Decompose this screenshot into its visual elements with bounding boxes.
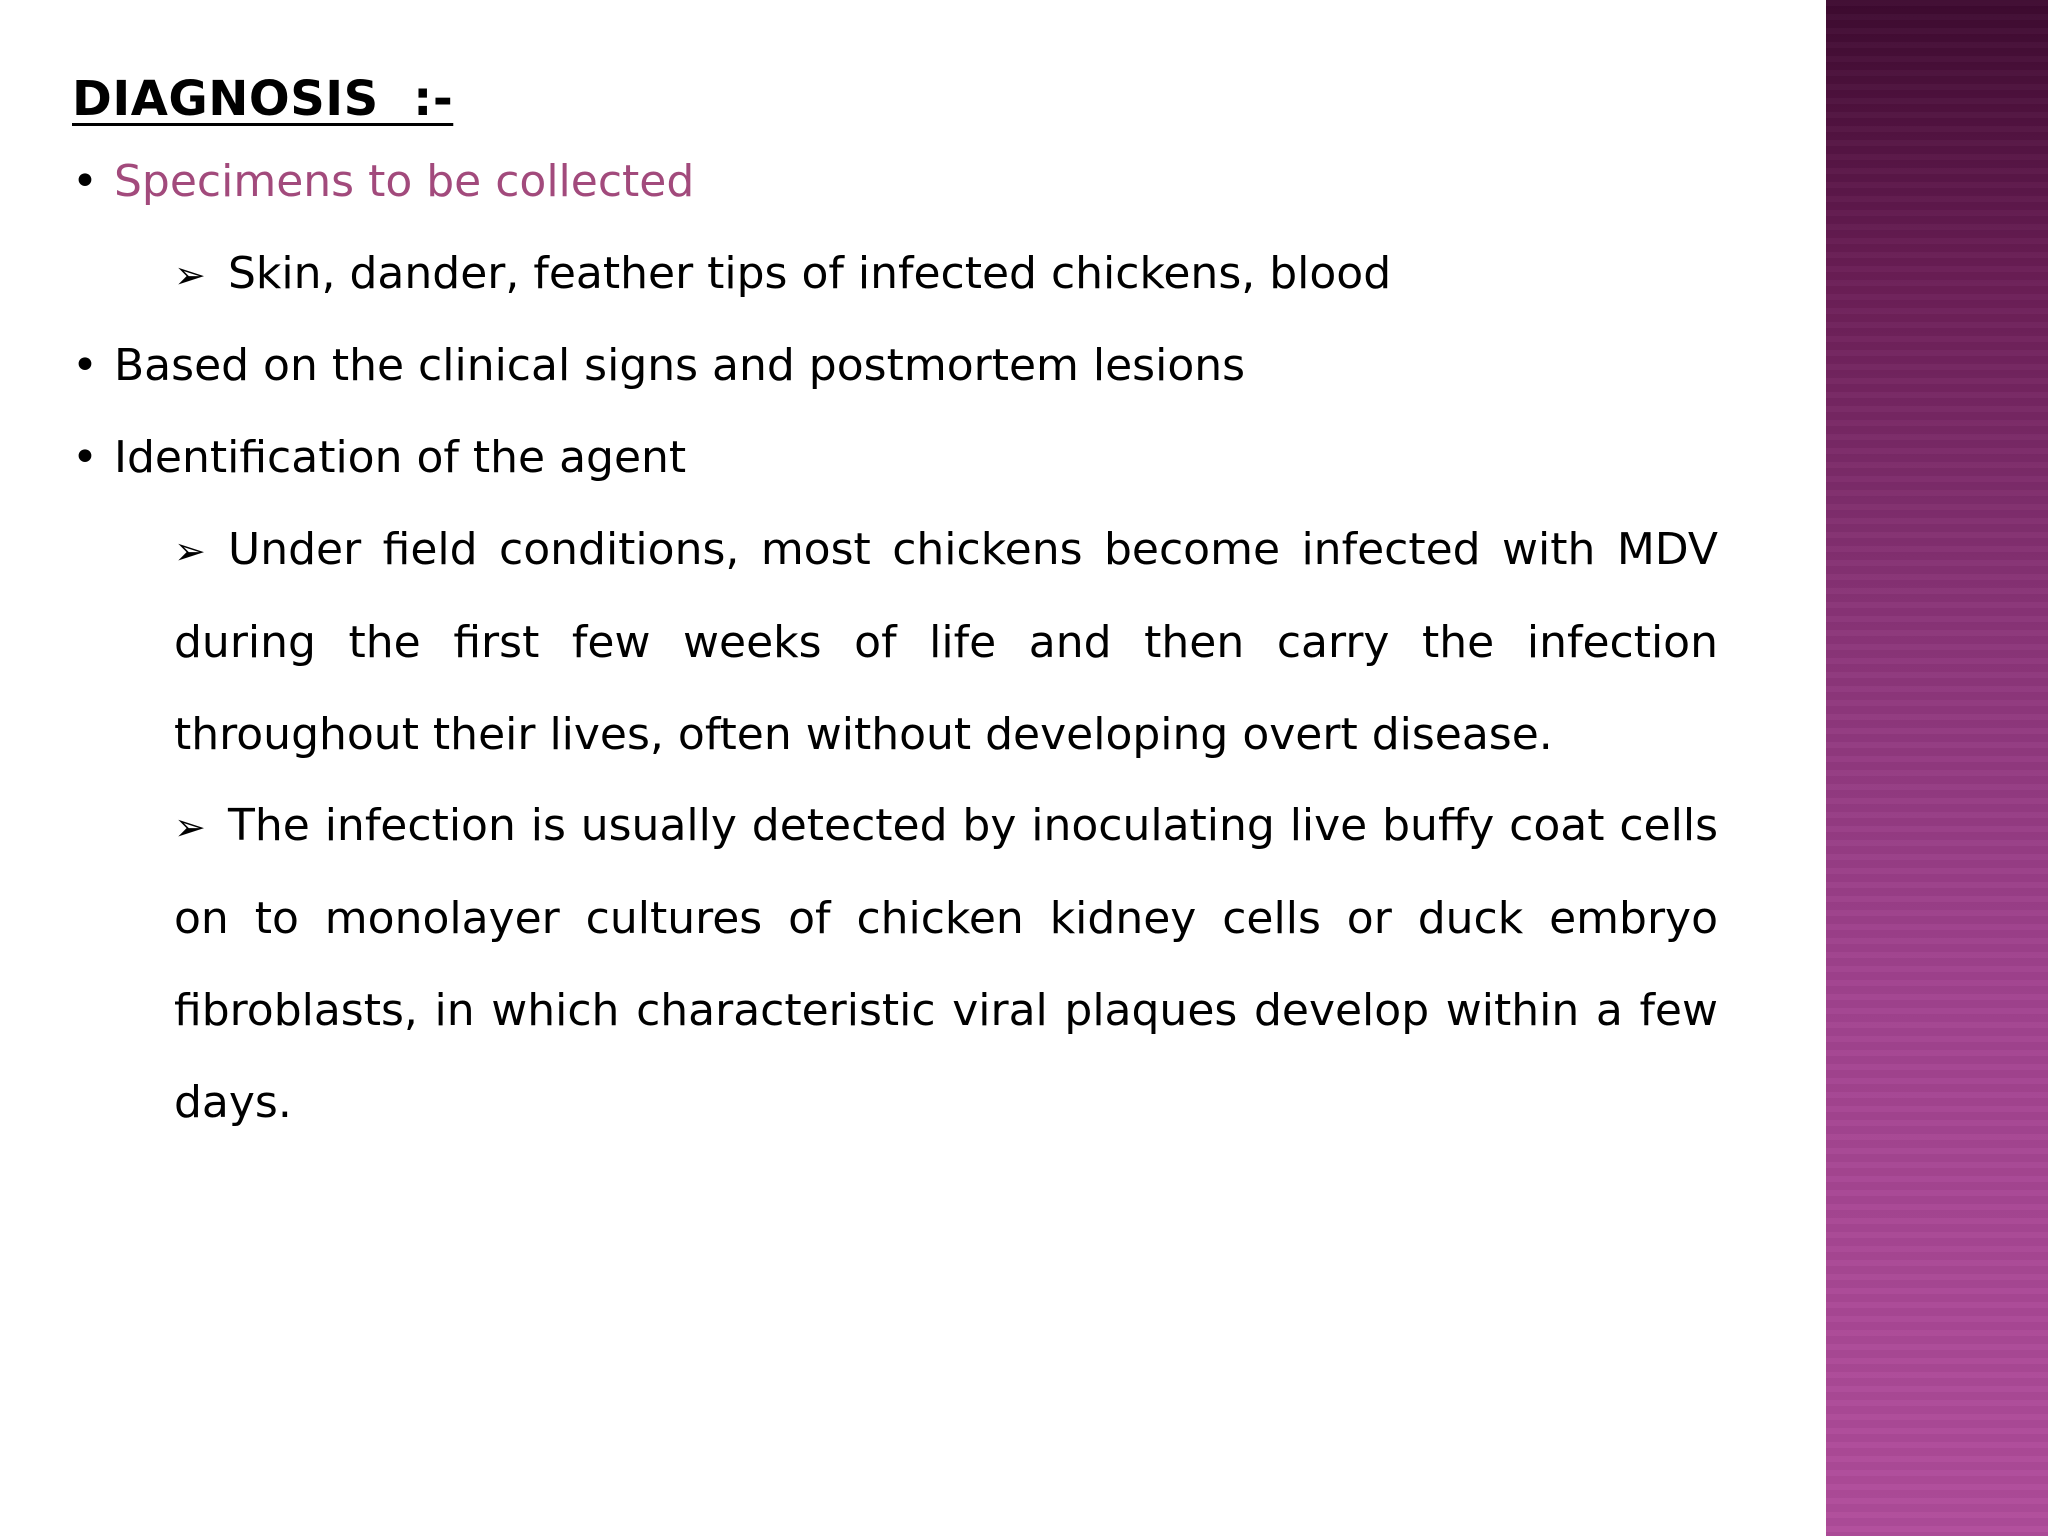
bullet-marker: • (72, 156, 98, 207)
sub-point-specimens (174, 228, 1718, 321)
bullet-clinical-signs (72, 320, 1245, 412)
bullet-specimens (72, 136, 694, 228)
decorative-side-band (1826, 0, 2048, 1536)
bullet-marker: • (72, 432, 98, 483)
sub-point-text: The infection is usually detected by inoculating live buffy coat cells on to monolayer cultures of chicken kidney cells or duck embryo fibroblasts, in which characteristic viral plaques develop within a few days. (174, 800, 1718, 1128)
bullet-identification (72, 412, 686, 504)
sub-point-field-conditions (174, 504, 1718, 781)
sub-point-text: Under field conditions, most chickens become infected with MDV during the first few weeks of life and then carry the infection throughout their lives, often without developing overt disease. (174, 524, 1718, 760)
bullet-text: Specimens to be collected (114, 156, 695, 207)
bullet-text: Identification of the agent (114, 432, 687, 483)
slide-title: DIAGNOSIS :- (72, 71, 454, 127)
bullet-marker: • (72, 340, 98, 391)
arrow-bullet-icon: ➢ (174, 805, 206, 849)
bullet-text: Based on the clinical signs and postmortem lesions (114, 340, 1246, 391)
arrow-bullet-icon: ➢ (174, 253, 206, 297)
sub-point-text: Skin, dander, feather tips of infected chickens, blood (228, 248, 1392, 299)
arrow-bullet-icon: ➢ (174, 529, 206, 573)
sub-point-detection (174, 780, 1718, 1149)
